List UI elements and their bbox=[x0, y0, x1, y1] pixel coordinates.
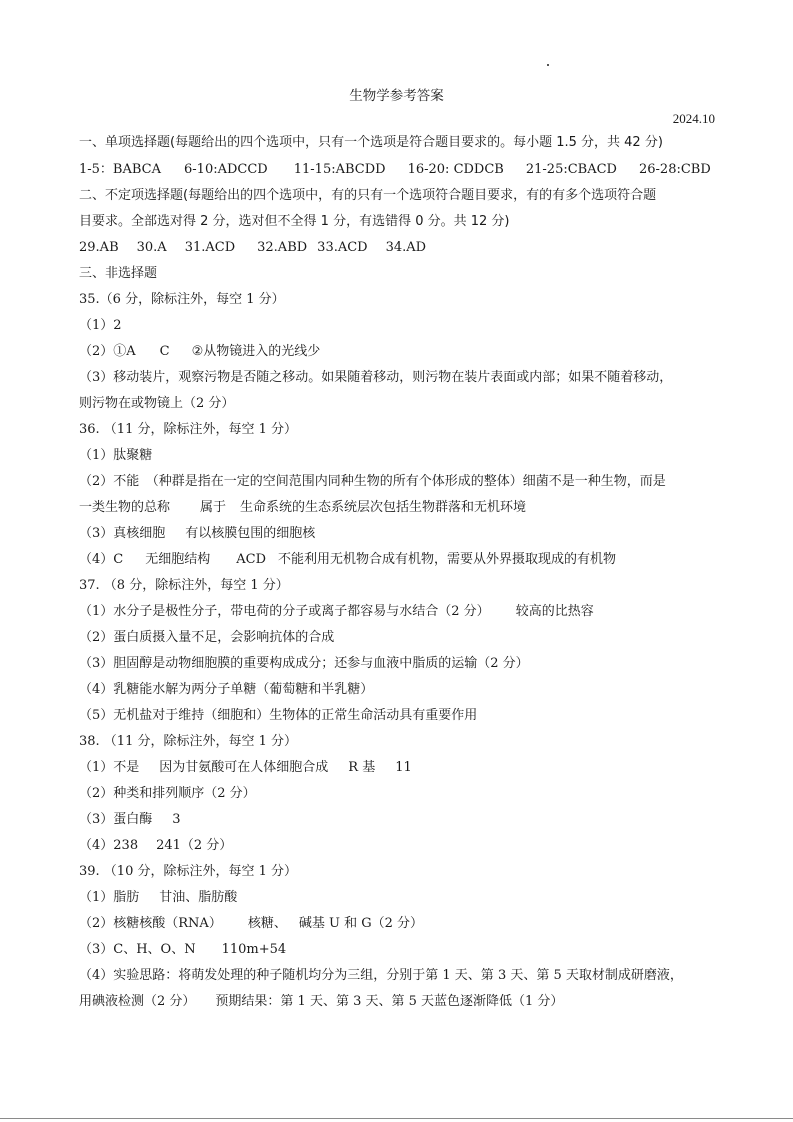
answer-part: 预期结果：第 1 天、第 3 天、第 5 天蓝色逐渐降低（1 分） bbox=[215, 994, 564, 1009]
answer-part: （1）不是 bbox=[79, 760, 140, 775]
q38-answer-1 bbox=[79, 759, 412, 777]
answer-part: 无细胞结构 bbox=[145, 552, 211, 567]
answer-group: 1-5：BABCA bbox=[79, 162, 162, 177]
q35-answer-3-line2: 则污物在或物镜上（2 分） bbox=[79, 396, 235, 411]
answer-part: 不能利用无机物合成有机物，需要从外界摄取现成的有机物 bbox=[278, 552, 617, 567]
page-title: 生物学参考答案 bbox=[349, 88, 444, 104]
answer-group: 33.ACD bbox=[317, 240, 368, 255]
section1-answers bbox=[79, 161, 711, 179]
q36-header: 36. （11 分，除标注外，每空 1 分） bbox=[79, 422, 298, 437]
answer-part: C bbox=[159, 344, 170, 359]
answer-group: 30.A bbox=[136, 240, 167, 255]
answer-group: 26-28:CBD bbox=[638, 162, 711, 177]
answer-part: 3 bbox=[172, 812, 181, 827]
q39-answer-2 bbox=[79, 915, 423, 933]
q38-answer-2: （2）种类和排列顺序（2 分） bbox=[79, 786, 256, 801]
q36-answer-4 bbox=[79, 551, 616, 569]
q37-header: 37. （8 分，除标注外，每空 1 分） bbox=[79, 578, 289, 593]
answer-part: 较高的比热容 bbox=[515, 604, 594, 619]
answer-part: （2）①A bbox=[79, 344, 136, 359]
answer-part: （3）C、H、O、N bbox=[79, 942, 196, 957]
q35-header: 35.（6 分，除标注外，每空 1 分） bbox=[79, 292, 285, 307]
scan-speck bbox=[547, 64, 549, 66]
answer-part: （4）238 bbox=[79, 838, 139, 853]
q38-header: 38. （11 分，除标注外，每空 1 分） bbox=[79, 734, 298, 749]
q36-answer-3 bbox=[79, 525, 315, 543]
answer-part: （4）C bbox=[79, 552, 124, 567]
answer-part: R 基 bbox=[348, 760, 376, 775]
section2-answers bbox=[79, 239, 426, 257]
q36-answer-2-line2 bbox=[79, 499, 526, 517]
answer-part: （3）真核细胞 bbox=[79, 526, 166, 541]
page-bottom-rule bbox=[0, 1118, 793, 1119]
answer-group: 34.AD bbox=[385, 240, 427, 255]
date-label: 2024.10 bbox=[672, 111, 715, 126]
q39-answer-4-line2 bbox=[79, 993, 563, 1011]
q36-answer-1: （1）肽聚糖 bbox=[79, 448, 153, 463]
answer-group: 11-15:ABCDD bbox=[293, 162, 386, 177]
q39-answer-4-line1: （4）实验思路：将萌发处理的种子随机均分为三组，分别于第 1 天、第 3 天、第 5 天取材制成研磨液， bbox=[79, 968, 683, 983]
answer-part: 用碘液检测（2 分） bbox=[79, 994, 196, 1009]
section3-heading: 三、非选择题 bbox=[79, 266, 158, 281]
answer-part: （3）蛋白酶 bbox=[79, 812, 153, 827]
answer-group: 29.AB bbox=[79, 240, 119, 255]
answer-part: 241（2 分） bbox=[156, 838, 233, 853]
answer-part: 110m+54 bbox=[221, 942, 287, 957]
section2-heading-line2: 目要求。全部选对得 2 分，选对但不全得 1 分，有选错得 0 分。共 12 分) bbox=[79, 214, 510, 229]
q36-answer-2-line1: （2）不能 （种群是指在一定的空间范围内同种生物的所有个体形成的整体）细菌不是一种生物，而是 bbox=[79, 474, 666, 489]
q35-answer-1: （1）2 bbox=[79, 318, 122, 333]
q37-answer-5: （5）无机盐对于维持（细胞和）生物体的正常生命活动具有重要作用 bbox=[79, 708, 478, 723]
q35-answer-2 bbox=[79, 343, 320, 361]
answer-group: 31.ACD bbox=[184, 240, 236, 255]
q37-answer-1 bbox=[79, 603, 594, 621]
answer-part: 一类生物的总称 bbox=[79, 500, 171, 515]
q35-answer-3-line1: （3）移动装片，观察污物是否随之移动。如果随着移动，则污物在装片表面或内部；如果不随着移动， bbox=[79, 370, 673, 385]
q38-answer-3 bbox=[79, 811, 181, 829]
answer-part: （2）核糖核酸（RNA） bbox=[79, 916, 222, 931]
answer-part: 核糖、 bbox=[247, 916, 287, 931]
answer-part: 碱基 U 和 G（2 分） bbox=[298, 916, 423, 931]
answer-part: 属于 bbox=[200, 500, 227, 515]
answer-part: 因为甘氨酸可在人体细胞合成 bbox=[159, 760, 329, 775]
answer-part: 11 bbox=[395, 760, 412, 775]
q39-answer-1 bbox=[79, 889, 237, 907]
q39-header: 39. （10 分，除标注外，每空 1 分） bbox=[79, 864, 298, 879]
q37-answer-4: （4）乳糖能水解为两分子单糖（葡萄糖和半乳糖） bbox=[79, 682, 374, 697]
answer-part: ②从物镜进入的光线少 bbox=[191, 344, 321, 359]
q39-answer-3 bbox=[79, 941, 286, 959]
answer-group: 6-10:ADCCD bbox=[184, 162, 268, 177]
answer-group: 21-25:CBACD bbox=[525, 162, 617, 177]
q38-answer-4 bbox=[79, 837, 232, 855]
answer-part: 甘油、脂肪酸 bbox=[159, 890, 238, 905]
section2-heading-line1: 二、不定项选择题(每题给出的四个选项中，有的只有一个选项符合题目要求，有的有多个选项符合题 bbox=[79, 188, 657, 203]
answer-group: 32.ABD bbox=[257, 240, 308, 255]
answer-part: （1）脂肪 bbox=[79, 890, 140, 905]
q37-answer-2: （2）蛋白质摄入量不足，会影响抗体的合成 bbox=[79, 630, 335, 645]
q37-answer-3: （3）胆固醇是动物细胞膜的重要构成成分；还参与血液中脂质的运输（2 分） bbox=[79, 656, 529, 671]
section1-heading: 一、单项选择题(每题给出的四个选项中，只有一个选项是符合题目要求的。每小题 1.5 分，共 42 分) bbox=[79, 135, 663, 150]
answer-group: 16-20: CDDCB bbox=[407, 162, 504, 177]
answer-part: 有以核膜包围的细胞核 bbox=[185, 526, 316, 541]
answer-part: （1）水分子是极性分子，带电荷的分子或离子都容易与水结合（2 分） bbox=[79, 604, 490, 619]
answer-part: 生命系统的生态系统层次包括生物群落和无机环境 bbox=[240, 500, 527, 515]
answer-part: ACD bbox=[236, 552, 266, 567]
